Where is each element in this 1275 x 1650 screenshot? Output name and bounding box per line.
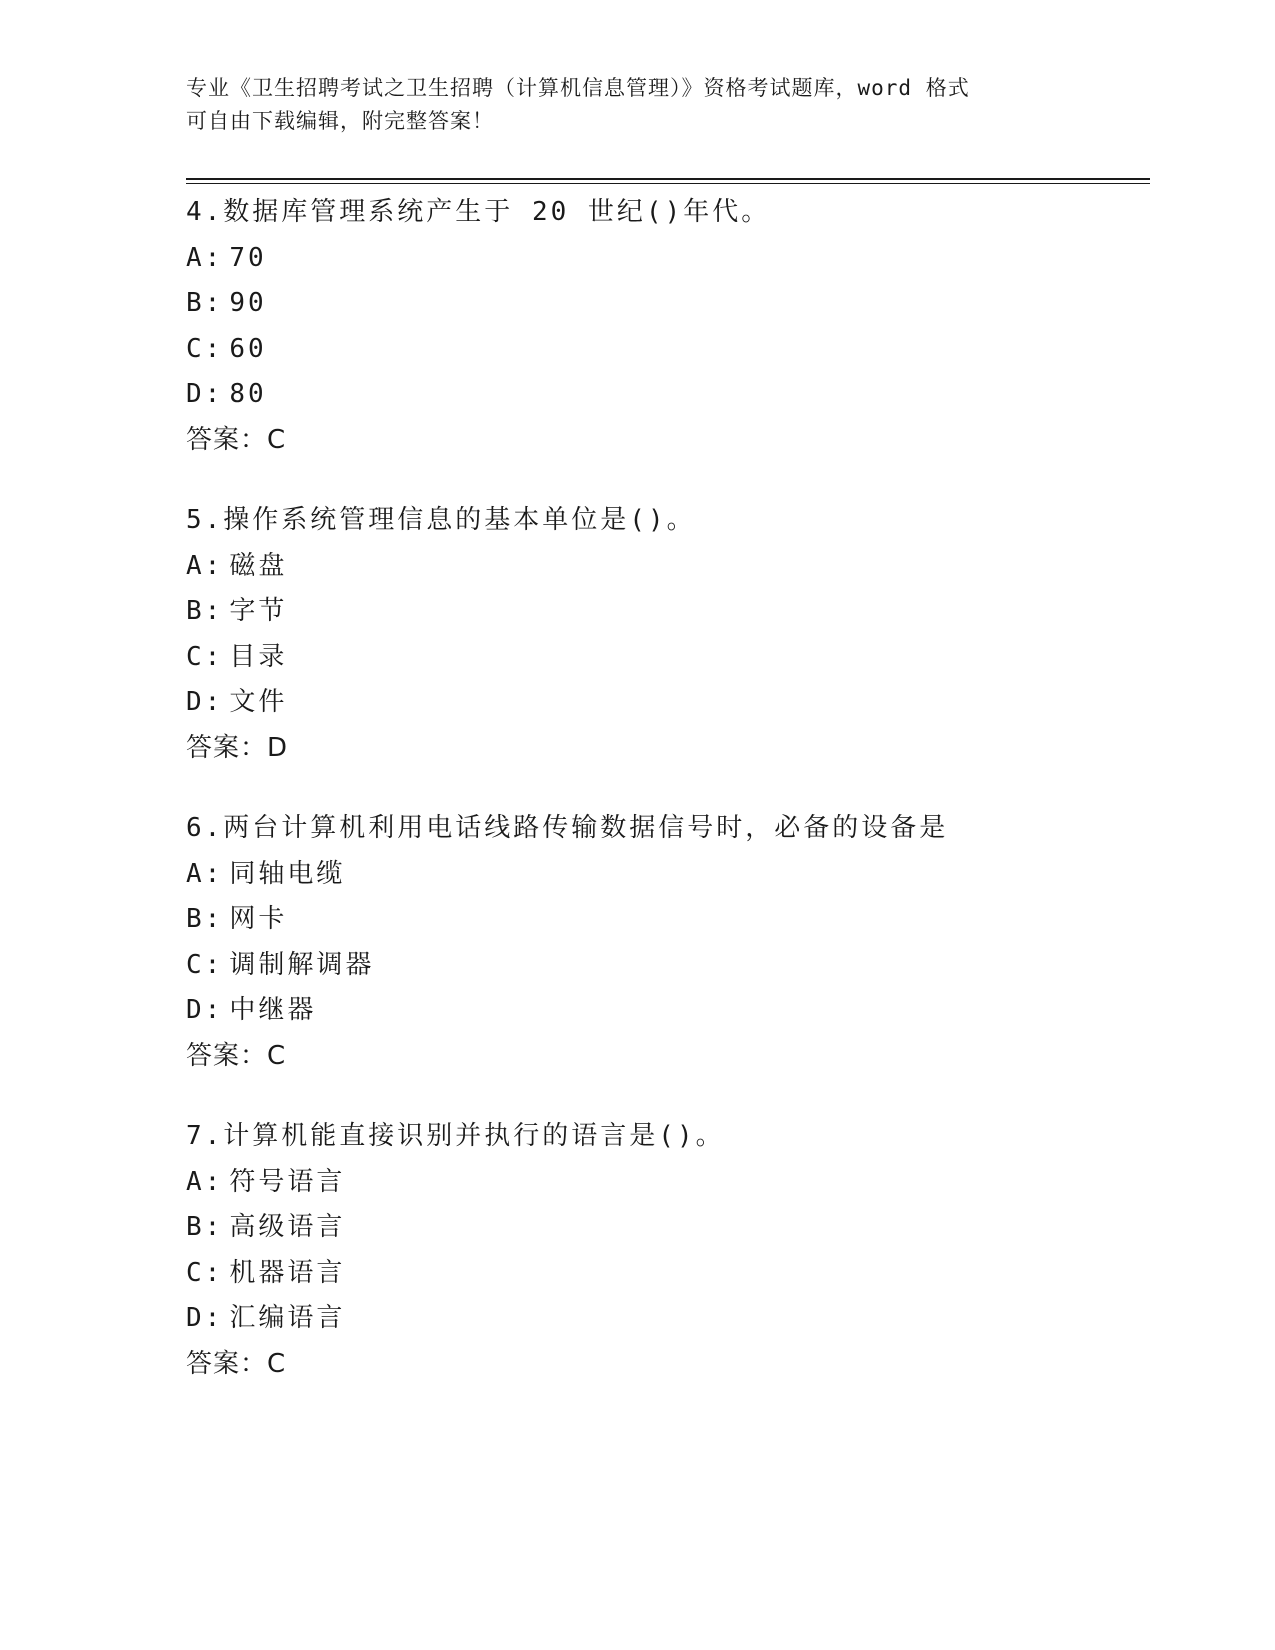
answer-line: 答案：D [186,732,289,763]
option-label: D: [186,687,224,717]
option-b [186,589,1146,635]
option-text: 中继器 [229,995,317,1025]
question-item [186,190,1146,463]
option-a [186,236,1146,282]
option-b [186,897,1146,943]
option-label: B: [186,288,224,318]
question-item [186,1114,1146,1387]
option-text: 符号语言 [229,1166,346,1197]
header-divider-top [186,178,1150,180]
question-stem: 4.数据库管理系统产生于 20 世纪()年代。 [186,197,771,227]
option-label: A: [186,1166,224,1197]
option-label: C: [186,333,224,364]
option-label: C: [186,1257,224,1288]
option-label: D: [186,995,224,1025]
option-c [186,943,1146,989]
option-label: A: [186,242,224,273]
option-text: 字节 [229,596,288,626]
question-stem: 7.计算机能直接识别并执行的语言是()。 [186,1121,725,1151]
option-label: A: [186,550,224,581]
header-divider-bottom [186,183,1150,184]
option-label: C: [186,949,224,980]
option-label: B: [186,596,224,626]
option-text: 60 [229,333,267,364]
option-b [186,281,1146,327]
option-d [186,988,1146,1034]
option-a [186,544,1146,590]
option-a [186,1160,1146,1206]
option-label: A: [186,858,224,889]
option-label: C: [186,641,224,672]
option-d [186,680,1146,726]
question-item [186,498,1146,771]
option-text: 文件 [229,687,288,717]
option-text: 网卡 [229,904,288,934]
option-text: 调制解调器 [229,949,375,980]
answer-line: 答案：C [186,1040,287,1071]
option-c [186,1251,1146,1297]
question-stem: 6.两台计算机利用电话线路传输数据信号时，必备的设备是 [186,813,949,843]
option-c [186,635,1146,681]
option-c [186,327,1146,373]
option-text: 磁盘 [229,550,288,581]
option-label: D: [186,1303,224,1333]
option-text: 70 [229,242,267,273]
option-label: D: [186,379,224,409]
option-text: 目录 [229,641,288,672]
option-label: B: [186,1212,224,1242]
option-d [186,1296,1146,1342]
header-line-2: 可自由下载编辑，附完整答案！ [186,109,494,133]
answer-line: 答案：C [186,1348,287,1379]
option-text: 同轴电缆 [229,858,346,889]
option-a [186,852,1146,898]
option-label: B: [186,904,224,934]
option-text: 80 [229,379,267,409]
option-b [186,1205,1146,1251]
question-item [186,806,1146,1079]
question-list [186,190,1146,1422]
option-text: 90 [229,288,267,318]
document-header [186,72,1086,138]
option-d [186,372,1146,418]
answer-line: 答案：C [186,424,287,455]
option-text: 机器语言 [229,1257,346,1288]
question-stem: 5.操作系统管理信息的基本单位是()。 [186,505,696,535]
option-text: 高级语言 [229,1212,346,1242]
header-line-1: 专业《卫生招聘考试之卫生招聘（计算机信息管理）》资格考试题库，word 格式 [186,76,970,100]
option-text: 汇编语言 [229,1303,346,1333]
